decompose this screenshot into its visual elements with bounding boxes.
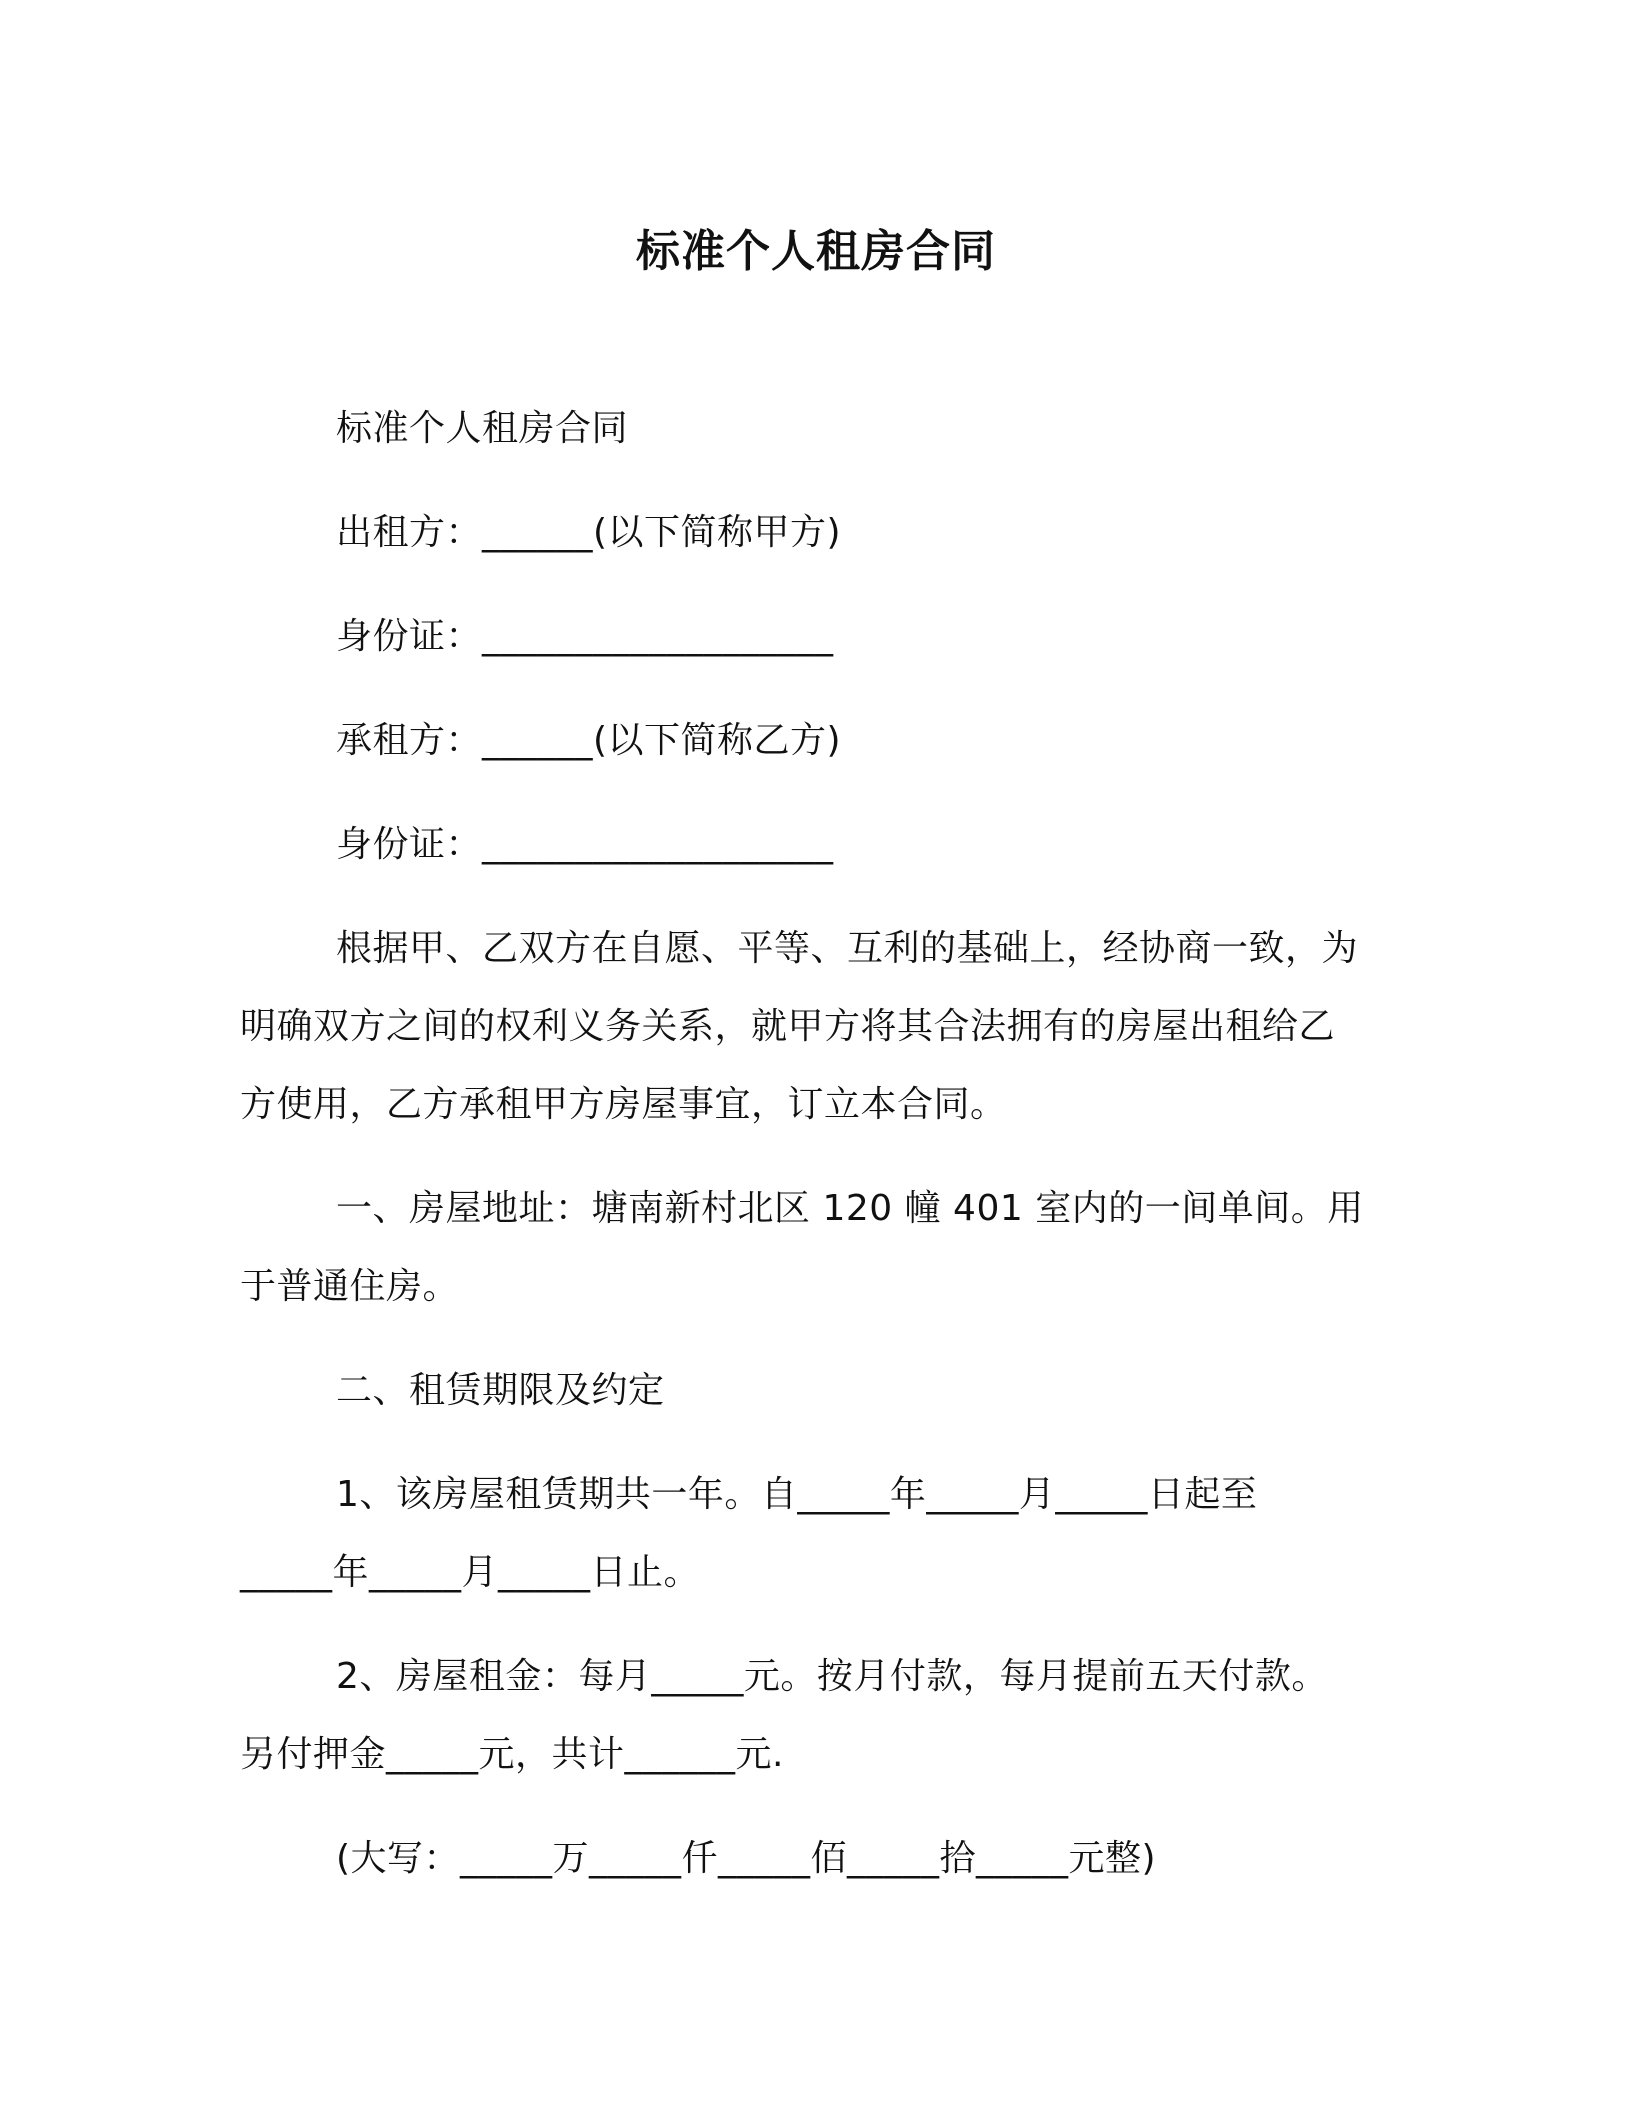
paragraph-line: 出租方：______(以下简称甲方) <box>336 512 842 553</box>
paragraph-line: 一、房屋地址：塘南新村北区 120 幢 401 室内的一间单间。用 <box>336 1188 1364 1229</box>
paragraph-line: 二、租赁期限及约定 <box>336 1370 665 1411</box>
paragraph-line: 标准个人租房合同 <box>336 408 629 449</box>
preamble-paragraph <box>240 910 1400 1144</box>
amount-in-words-paragraph <box>240 1820 1400 1898</box>
subtitle-paragraph <box>240 390 1400 468</box>
paragraph-line: 根据甲、乙双方在自愿、平等、互利的基础上，经协商一致，为 <box>336 928 1359 969</box>
document-title: 标准个人租房合同 <box>636 226 996 277</box>
paragraph-line: 2、房屋租金：每月_____元。按月付款，每月提前五天付款。 <box>336 1656 1328 1697</box>
paragraph-line: 承租方：______(以下简称乙方) <box>336 720 842 761</box>
lessee-id-paragraph <box>240 806 1400 884</box>
paragraph-line: 身份证：___________________ <box>336 616 834 657</box>
lessor-paragraph <box>240 494 1400 572</box>
lessee-paragraph <box>240 702 1400 780</box>
paragraph-line: 明确双方之间的权利义务关系，就甲方将其合法拥有的房屋出租给乙 <box>240 1006 1336 1047</box>
paragraph-line: (大写：_____万_____仟_____佰_____拾_____元整) <box>336 1838 1157 1879</box>
paragraph-line: 于普通住房。 <box>240 1266 460 1307</box>
lease-period-paragraph <box>240 1456 1400 1612</box>
paragraph-line: 另付押金_____元，共计______元. <box>240 1734 784 1775</box>
paragraph-line: 身份证：___________________ <box>336 824 834 865</box>
lessor-id-paragraph <box>240 598 1400 676</box>
paragraph-line: _____年_____月_____日止。 <box>240 1552 701 1593</box>
paragraph-line: 方使用，乙方承租甲方房屋事宜，订立本合同。 <box>240 1084 1007 1125</box>
rent-paragraph <box>240 1638 1400 1794</box>
lease-term-heading <box>240 1352 1400 1430</box>
address-paragraph <box>240 1170 1400 1326</box>
paragraph-line: 1、该房屋租赁期共一年。自_____年_____月_____日起至 <box>336 1474 1258 1515</box>
